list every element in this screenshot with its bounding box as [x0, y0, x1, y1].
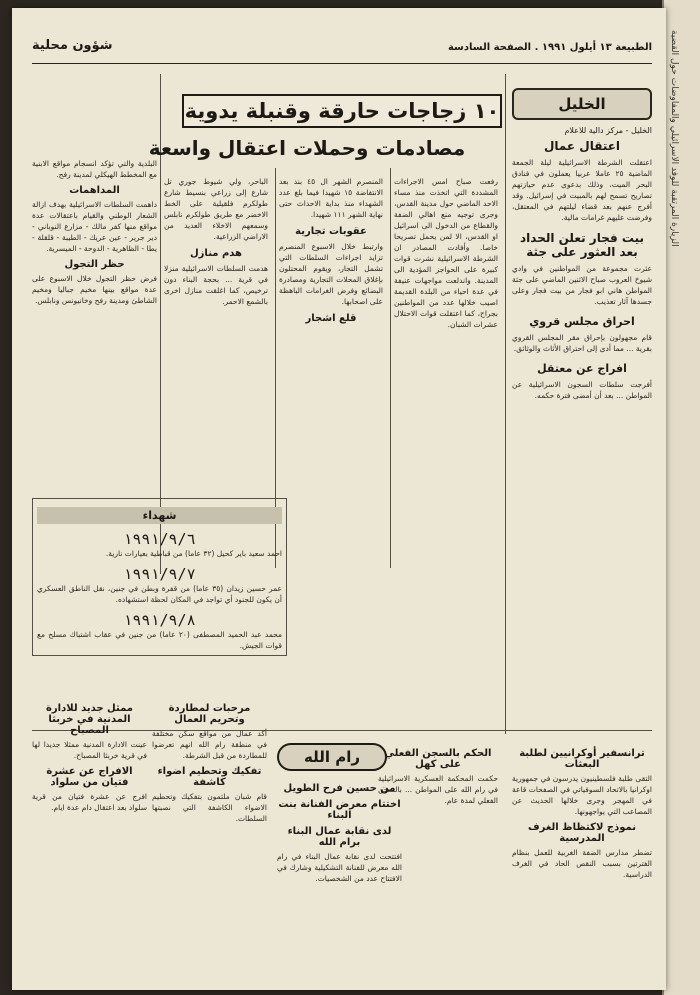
main-headline: ١٠ زجاجات حارقة وقنبلة يدوية [182, 94, 502, 128]
article-headline: احراق مجلس قروي [529, 315, 635, 328]
article-body: هدمت السلطات الاسرائيلية منزلا في قرية ... بحجة البناء دون ترخيص، كما اغلقت منازل اخرى بالشمع الاحمر. [164, 264, 268, 306]
bottom-left-column-b [32, 698, 147, 813]
subheading: المداهمات [69, 185, 120, 196]
article-headline: الحكم بالسجن الفعلي على كهل [384, 748, 492, 770]
obituary-entry: احمد سعيد باير كحيل (٣٢ عاما) من قباطية بعيارات نارية. [105, 549, 282, 558]
obituary-entry: محمد عبد الحميد المصطفى (٢٠ عاما) من جنين في عقاب اشتباك مسلح مع قوات الجيش. [37, 630, 283, 650]
bottom-right-column [512, 743, 652, 880]
article-body: حكمت المحكمة العسكرية الاسرائيلية في رام الله على المواطن ... بالسجن الفعلي لمدة عام. [378, 774, 498, 805]
article-headline: مرحبات لمطاردة وتحريم العمال [168, 703, 251, 725]
article-headline: اختتام معرض الفنانة بنت البناء [278, 799, 401, 821]
byline: من حسين فرح الطويل [283, 783, 396, 794]
section-name: شؤون محلية [32, 38, 113, 53]
left-column [32, 158, 157, 306]
article-body: تضطر مدارس الضفة الغربية للعمل بنظام الفترتين بسبب النقص الحاد في الغرف الدراسية. [512, 848, 652, 879]
article-body: البلدية والتي تؤكد انسجام مواقع الابنية مع المخطط الهيكلي لمدينة رفح. [32, 159, 157, 179]
article-body: افتتحت لدى نقابة عمال البناء في رام الله معرض للفنانة التشكيلية وشارك في الافتتاح عدد من الشخصيات. [277, 852, 402, 883]
folio: الطبيعة ١٣ أيلول ١٩٩١ . الصفحة السادسة [447, 42, 652, 53]
obituary-date: ١٩٩١/٩/٦ [123, 530, 196, 548]
obituary-date: ١٩٩١/٩/٨ [123, 611, 196, 629]
article-body: داهمت السلطات الاسرائيلية بهدف ازالة الشعار الوطني والقيام باعتقالات عدة مواقع منها كفر مالك - مزارع النوباني - دير جرير - عين عريك - الطيبة - قلقلة - يطا - الظاهرية - الدوحة - الميسرية. [32, 200, 157, 253]
source-credit: الخليل - مركز دالية للاعلام [564, 126, 652, 135]
ramallah-column-2 [277, 778, 402, 884]
main-column-2 [279, 176, 383, 328]
article-headline: تفكيك وتحطيم اضواء كاشفة [157, 766, 262, 788]
newspaper-page [12, 8, 666, 990]
obituaries-box [32, 498, 287, 656]
article-body: عثرت مجموعة من المواطنين في وادي شيوخ العروب صباح الاثنين الماضي على جثة المواطن هاني ابو فجار من بيت فجار وعلى جسدها آثار تعذيب. [512, 264, 652, 306]
obituary-entry: عمر حسين زيدان (٣٥ عاما) من قفرة وبطن في جنين، نقل الناطق العسكري أن يكون للجنود أي تواجد في المكان لحظة استشهاده. [37, 584, 282, 604]
article-body: أفرجت سلطات السجون الاسرائيلية عن المواطن ... بعد أن أمضى فترة حكمه. [512, 380, 652, 400]
hebron-heading: الخليل [512, 88, 652, 120]
article-body: المنصرم الشهر ال ٤٥ بند بعد الانتفاضة ١٥ شهيدا فيما بلغ عدد الشهداء منذ بداية الاحداث حتى نهاية الشهر ١١١ شهيدا. [279, 177, 383, 219]
article-headline: ترانسفير أوكرانيين لطلبة البعثات [519, 748, 645, 770]
article-body: أكد عمال من مواقع سكن مختلفة في منطقة رام الله انهم تعرضوا للمطاردة من قبل الشرطة. [152, 729, 267, 760]
adjacent-page-text: الزيارة المرتقبة للوفد الاسرائيلي والمفاوضات حول القضية [669, 30, 679, 247]
main-deck: مصادمات وحملات اعتقال واسعة [148, 136, 466, 160]
article-body: وارتبط خلال الاسبوع المنصرم تزايد اجراءات السلطات التي تشمل التجار، ويقوم المحتلون بإغلاق المحلات التجارية ومصادرة البضائع وفرض الغرامات الباهظة على اصحابها. [279, 242, 383, 306]
page-header [32, 28, 652, 64]
article-headline: اعتقال عمال [543, 139, 621, 153]
article-body: الباحر، ولي شيوط جوري تل شارع إلى زراعي بنسيط شارع طولكرم فلقيلية على الخط الاخضر مع طريق طولكرم نابلس وسمعهم الاخلاء العديد من الاراضي الزراعية. [164, 177, 268, 241]
main-column-3 [164, 176, 268, 307]
article-body: اعتقلت الشرطة الاسرائيلية ليلة الجمعة الماضية ٢٥ عاملا عربيا يعملون في فنادق البحر الميت، وذلك بدعوى عدم حيازتهم تصاريح تسمح لهم بالمبيت في إسرائيل. وقد أفرج عنهم بعد قضاء ليلتهم في المعتقل، وفرضت عليهم غرامات مالية. [512, 158, 652, 222]
article-body: التقى طلبة فلسطينيون يدرسون في جمهورية اوكرانيا بالاتحاد السوفياتي في الصفحات قاعة في المهجر وجرى خلالها الحديث عن المصاعب التي يواجهونها. [512, 774, 652, 816]
article-headline: نموذج لاكتظاظ الغرف المدرسية [528, 822, 636, 844]
article-body: فرض حظر التجول خلال الاسبوع على عدة مواقع بينها مخيم جباليا ومخيم الشاطئ ومدينة رفح وخانيونس ونابلس. [32, 274, 157, 305]
article-body: عينت الادارة المدنية ممثلا جديدا لها في قرية خربثا المصباح. [32, 740, 147, 760]
main-column-1 [394, 176, 498, 330]
article-headline: افراج عن معتقل [537, 362, 627, 375]
article-headline: ممثل جديد للادارة المدنية في خربثا المصباح [46, 703, 133, 736]
obituary-date: ١٩٩١/٩/٧ [123, 565, 196, 583]
column-rule [390, 168, 391, 568]
article-body: رفعت صباح امس الاجراءات المشددة التي اتخذت منذ مساء الاحد الماضي حول مدينة القدس، وجرى توجيه منع اهالي الضفة والقطاع من الدخول الى اسرائيل او القدس، الا لمن يحمل تصريحا خاصا. وأفادت المصادر ان الشرطة الاسرائيلية نشرت قوات كبيرة على الحواجز المؤدية الى المدينة. واندلعت مواجهات عنيفة في عدة احياء من البلدة القديمة اصيب خلالها عدد من المواطنين بجراح، كما اعتقلت قوات الاحتلال عشرات الشبان. [394, 177, 498, 329]
adjacent-page-edge [662, 0, 700, 995]
article-body: قام شبان ملثمون بتفكيك وتحطيم الاضواء الكاشفة التي نصبتها السلطات. [152, 792, 267, 823]
article-headline: بيت فجار تعلن الحداد بعد العثور على جثة [519, 231, 644, 259]
article-headline: لدى نقابة عمال البناء برام الله [287, 826, 392, 848]
hebron-column [512, 88, 652, 401]
article-body: قام مجهولون بإحراق مقر المجلس القروي بقرية ... مما أدى إلى احتراق الأثاث والوثائق. [512, 333, 652, 353]
obituaries-title: شهداء [37, 507, 282, 524]
bottom-left-column-a [152, 698, 267, 824]
article-body: افرج عن عشرة فتيان من قرية سلواد بعد اعتقال دام عدة ايام. [32, 792, 147, 812]
subheading: قلع اشجار [305, 313, 357, 324]
subheading: حظر التجول [64, 259, 125, 270]
subheading: هدم منازل [190, 248, 242, 259]
article-headline: الافراج عن عشرة فتيان من سلواد [46, 766, 133, 788]
subheading: عقوبات تجارية [295, 226, 367, 237]
ramallah-heading: رام الله [277, 743, 387, 771]
column-rule [505, 74, 506, 734]
